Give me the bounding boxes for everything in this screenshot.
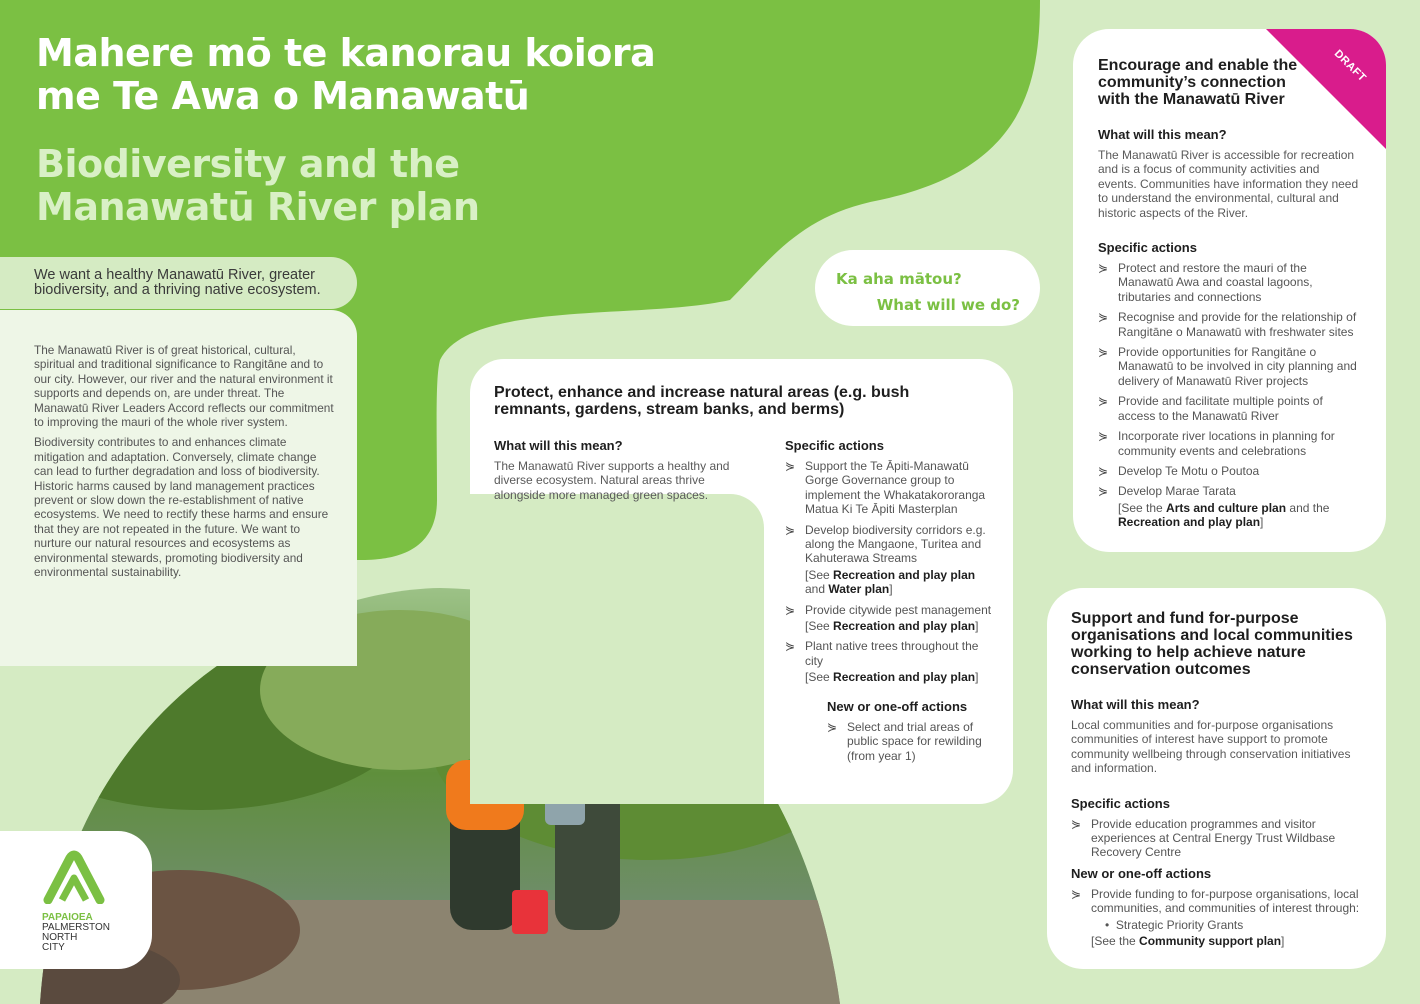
chevron-right-icon: ⋟ bbox=[1098, 261, 1109, 276]
intro-paragraph-1: The Manawatū River is of great historical, cultural, spiritual and traditional significance to Rangitāne and to our city. However, our river and the natural environment it supports and depends on, are under threat. The Manawatū River Leaders Accord reflects our commitment to improving the mauri of the whole river system. bbox=[34, 343, 334, 430]
intro-panel bbox=[0, 310, 357, 666]
chevron-right-icon: ⋟ bbox=[785, 522, 796, 537]
draft-corner bbox=[1266, 29, 1386, 149]
chevron-right-icon: ⋟ bbox=[1098, 484, 1109, 499]
council-logo bbox=[0, 831, 152, 969]
intro-paragraph-2: Biodiversity contributes to and enhances climate mitigation and adaptation. Conversely, climate change can lead to further degradation and loss of biodiversity. Historic harms caused by land management practices prevent or slow down the re-establishment of native ecosystems. We need to rectify these harms and ensure that they are not repeated in the future. We want to nurture our natural resources and ecosystems as environmental stewards, promoting biodiversity and environmental sustainability. bbox=[34, 435, 329, 580]
bullet-item: • Strategic Priority Grants bbox=[1105, 917, 1244, 932]
chevron-right-icon: ⋟ bbox=[785, 602, 796, 617]
chevron-right-icon: ⋟ bbox=[1098, 394, 1109, 409]
chevron-right-icon: ⋟ bbox=[785, 639, 796, 654]
chevron-right-icon: ⋟ bbox=[827, 719, 838, 734]
support-what-heading: What will this mean? bbox=[1071, 697, 1200, 712]
what-will-we-do-bubble bbox=[815, 250, 1040, 326]
support-what-text: Local communities and for-purpose organisations communities of interest have support to promote community wellbeing through conservation initiatives and information. bbox=[1071, 718, 1351, 776]
protect-heading: Protect, enhance and increase natural areas (e.g. bush remnants, gardens, stream banks, and berms) bbox=[494, 384, 910, 418]
list-item: ⋟ Develop biodiversity corridors e.g. along the Mangaone, Turitea and Kahuterawa Streams [See Recreation and play plan and Water plan] bbox=[785, 523, 995, 597]
chevron-right-icon: ⋟ bbox=[1071, 886, 1082, 901]
protect-actions-column bbox=[785, 438, 995, 769]
lead-text: We want a healthy Manawatū River, greater biodiversity, and a thriving native ecosystem. bbox=[34, 267, 321, 298]
protect-what-column bbox=[494, 438, 744, 502]
list-item: ⋟ Provide citywide pest management [See Recreation and play plan] bbox=[785, 603, 995, 634]
protect-what-text: The Manawatū River supports a healthy and diverse ecosystem. Natural areas thrive alongside more managed green spaces. bbox=[494, 459, 730, 502]
protect-oneoff-heading: New or one-off actions bbox=[827, 698, 968, 714]
chevron-right-icon: ⋟ bbox=[1098, 429, 1109, 444]
list-item: ⋟ Develop Marae Tarata [See the Arts and culture plan and the Recreation and play plan] bbox=[1098, 484, 1362, 529]
see-also: [See the Community support plan] bbox=[1091, 934, 1285, 949]
list-item: ⋟ Protect and restore the mauri of the Manawatū Awa and coastal lagoons, tributaries and connections bbox=[1098, 261, 1313, 304]
bubble-maori-question: Ka aha mātou? bbox=[836, 270, 962, 288]
see-also: [See Recreation and play plan] bbox=[805, 619, 979, 634]
support-actions-list bbox=[1071, 817, 1364, 860]
encourage-specific-heading: Specific actions bbox=[1098, 240, 1197, 256]
list-item: ⋟ Provide education programmes and visitor experiences at Central Energy Trust Wildbase Recovery Centre bbox=[1071, 816, 1336, 860]
papaioea-logo-icon bbox=[42, 850, 106, 904]
chevron-right-icon: ⋟ bbox=[1071, 816, 1082, 831]
support-heading: Support and fund for-purpose organisations and local communities working to help achieve nature conservation outcomes bbox=[1071, 610, 1353, 678]
chevron-right-icon: ⋟ bbox=[785, 459, 796, 473]
protect-card bbox=[470, 359, 1013, 804]
list-item: ⋟ Incorporate river locations in planning for community events and celebrations bbox=[1098, 429, 1335, 458]
logo-text: PAPAIOEA PALMERSTON NORTH CITY bbox=[42, 912, 110, 953]
see-also: [See Recreation and play plan and Water plan] bbox=[805, 567, 976, 597]
protect-actions-list bbox=[785, 459, 995, 685]
list-item: ⋟ Recognise and provide for the relationship of Rangitāne o Manawatū with freshwater sites bbox=[1098, 310, 1357, 339]
lead-statement bbox=[0, 257, 357, 309]
list-item: ⋟ Select and trial areas of public space for rewilding (from year 1) bbox=[827, 719, 982, 763]
bubble-english-question: What will we do? bbox=[876, 296, 1020, 314]
list-item: ⋟ Plant native trees throughout the city [See Recreation and play plan] bbox=[785, 639, 995, 684]
list-item: ⋟ Provide and facilitate multiple points of access to the Manawatū River bbox=[1098, 394, 1323, 423]
see-also: [See the Arts and culture plan and the Recreation and play plan] bbox=[1118, 500, 1330, 530]
list-item: ⋟ Provide funding to for-purpose organisations, local communities, and communities of interest through: • Strategic Priority Grants [See the Community support plan] bbox=[1071, 887, 1364, 949]
list-item: ⋟ Support the Te Āpiti-Manawatū Gorge Governance group to implement the Whakatakororanga Matua Ki Te Āpiti Masterplan bbox=[785, 459, 986, 517]
card-notch bbox=[470, 494, 764, 804]
support-oneoff-heading: New or one-off actions bbox=[1071, 865, 1212, 881]
protect-oneoff bbox=[785, 699, 995, 763]
encourage-card bbox=[1073, 29, 1386, 552]
encourage-what-heading: What will this mean? bbox=[1098, 127, 1227, 142]
page-subtitle: Biodiversity and the Manawatū River plan bbox=[36, 142, 480, 229]
list-item: ⋟ Provide opportunities for Rangitāne o Manawatū to be involved in city planning and delivery of Manawatū River projects bbox=[1098, 345, 1357, 388]
chevron-right-icon: ⋟ bbox=[1098, 463, 1109, 478]
see-also: [See Recreation and play plan] bbox=[805, 670, 979, 685]
chevron-right-icon: ⋟ bbox=[1098, 345, 1109, 360]
draft-label: DRAFT bbox=[1331, 47, 1369, 85]
chevron-right-icon: ⋟ bbox=[1098, 310, 1109, 325]
page-title: Mahere mō te kanorau koiora me Te Awa o Manawatū bbox=[36, 31, 656, 118]
support-specific-heading: Specific actions bbox=[1071, 795, 1170, 811]
support-card bbox=[1047, 588, 1386, 969]
encourage-actions-list bbox=[1098, 261, 1362, 530]
protect-what-heading: What will this mean? bbox=[494, 438, 623, 453]
encourage-what-text: The Manawatū River is accessible for recreation and is a focus of community activities and events. Communities have information they need to understand the environmental, cultural and historic aspects of the River. bbox=[1098, 148, 1359, 220]
list-item: ⋟ Develop Te Motu o Poutoa bbox=[1098, 463, 1260, 478]
encourage-heading: Encourage and enable the community’s connection with the Manawatū River bbox=[1098, 57, 1298, 108]
protect-specific-heading: Specific actions bbox=[785, 438, 884, 453]
